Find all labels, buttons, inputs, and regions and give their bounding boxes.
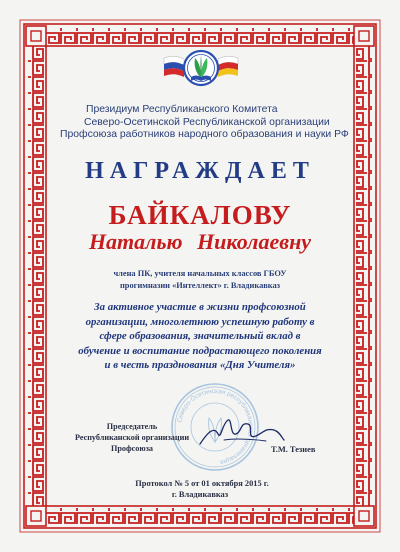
protocol-line: Протокол № 5 от 01 октября 2015 г.: [135, 479, 269, 488]
issuer-line-1: Президиум Республиканского Комитета: [86, 104, 278, 115]
trade-union-emblem-icon: [160, 44, 242, 94]
position-line-2: прогимназии «Интеллект» г. Владикавказ: [119, 280, 281, 290]
issuer-line-3: Профсоюза работников народного образования и науки РФ: [60, 129, 349, 141]
signatory-title-line-1: Председатель: [106, 422, 158, 431]
reason-line-5: и в честь празднования «Дня Учителя»: [104, 359, 296, 371]
recipient-surname: БАЙКАЛОВУ: [108, 200, 292, 230]
signatory-title: [62, 421, 202, 454]
stamp-ring-text: Северо-Осетинская республиканская организация: [176, 387, 255, 466]
reason-line-1: За активное участие в жизни профсоюзной: [94, 301, 306, 313]
awards-heading: НАГРАЖДАЕТ: [85, 158, 315, 184]
recipient-position: [0, 268, 400, 291]
signatory-title-line-3: Профсоюза: [110, 444, 154, 453]
protocol-block: [0, 478, 400, 500]
reason-line-4: обучение и воспитание подрастающего поколения: [78, 344, 322, 357]
signatory-title-line-2: Республиканской организации: [74, 433, 190, 442]
recipient-given-names: Наталью Николаевну: [88, 229, 312, 254]
reason-line-2: организации, многолетнюю успешную работу в: [85, 315, 315, 328]
award-reason: [0, 300, 400, 373]
issuer-block: [60, 104, 360, 142]
protocol-city: г. Владикавказ: [171, 490, 229, 499]
signatory-name: Т.М. Тезиев: [271, 445, 316, 454]
issuer-line-2: Северо-Осетинской Республиканской организации: [84, 116, 330, 128]
reason-line-3: сфере образования, значительный вклад в: [99, 330, 301, 342]
position-line-1: члена ПК, учителя начальных классов ГБОУ: [113, 269, 287, 278]
